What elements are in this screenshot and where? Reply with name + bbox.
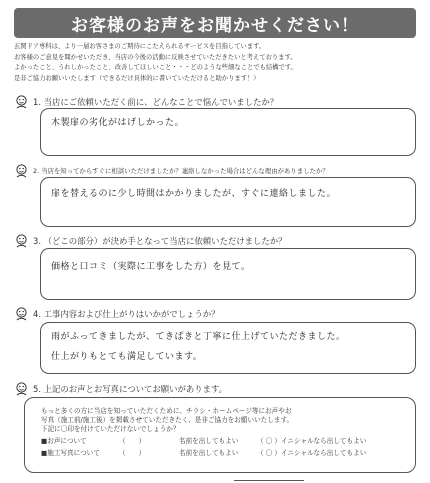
consent-blank: （ ）: [119, 437, 146, 445]
question-text: 1. 当店にご依頼いただく前に、どんなことで悩んでいましたか？: [33, 96, 279, 107]
question-3: [14, 233, 287, 248]
intro-text: [14, 42, 418, 84]
answer-text: 木製扉の劣化がはげしかった。: [51, 118, 185, 128]
consent-blank: （ ）: [119, 449, 146, 457]
consent-intro-line: 写真（施工前/施工後）を掲載させていただきたく、是非ご協力をお願いいたします。: [41, 416, 294, 424]
question-text: 5. 上記のお声とお写真についてお願いがあります。: [33, 383, 228, 394]
question-text: 3. （どこの部分）が決め手となって当店に依頼いただけましたか？: [33, 235, 287, 246]
consent-initial-option: （ 〇 ）イニシャルなら出してもよい: [257, 449, 367, 457]
intro-line: 是非ご協力お願いいたします（できるだけ具体的に書いていただけると助かります！）: [14, 74, 260, 82]
consent-name-option: 名前を出してもよい: [179, 449, 239, 457]
person-thinking-icon: [14, 233, 29, 248]
question-2: [14, 163, 329, 178]
consent-intro-line: もっと多くの方に当店を知っていただくために、チラシ・ホームページ等にお声やお: [41, 407, 292, 415]
intro-line: よかったこと、うれしかったこと、改善してほしいこと・・・どのような些細なことでも結構です。: [14, 64, 297, 72]
answer-box-4: [40, 322, 416, 374]
person-thinking-icon: [14, 163, 29, 178]
question-5: [14, 381, 227, 396]
page-title: お客様のお声をお聞かせください！: [71, 15, 359, 36]
consent-intro-line: 下記に〇印を付けていただけないでしょうか？: [41, 425, 180, 433]
consent-row-voice: [41, 434, 403, 446]
divider-line: [234, 480, 304, 481]
consent-label: ■施工写真について: [41, 449, 100, 457]
question-text: 4. 工事内容および仕上がりはいかがでしょうか？: [33, 308, 220, 319]
consent-name-option: 名前を出してもよい: [179, 437, 239, 445]
intro-line: 玄関ドア専科は、より一層お客さまのご期待にこたえられるサービスを目指しています。: [14, 43, 266, 50]
question-text: 2. 当店を知ってからすぐに相談いただけましたか？連絡しなかった場合はどんな理由がありましたか？: [33, 167, 329, 175]
consent-label: ■お声について: [41, 437, 87, 445]
answer-box-2: [40, 177, 416, 227]
answer-text: 扉を替えるのに少し時間はかかりましたが、すぐに連絡しました。: [51, 189, 337, 199]
question-4: [14, 306, 220, 321]
question-1: [14, 94, 278, 109]
person-thinking-icon: [14, 306, 29, 321]
answer-text: 仕上がりもとても満足しています。: [51, 352, 203, 362]
consent-row-photo: [41, 446, 403, 458]
person-thinking-icon: [14, 94, 29, 109]
answer-box-1: [40, 108, 416, 156]
answer-text: 価格と口コミ（実際に工事をした方）を見て。: [51, 262, 251, 272]
person-thinking-icon: [14, 381, 29, 396]
consent-initial-option: （ 〇 ）イニシャルなら出してもよい: [257, 437, 367, 445]
consent-box: [24, 397, 416, 473]
consent-intro: [41, 407, 403, 434]
answer-text: 雨がふってきましたが、てきぱきと丁寧に仕上げていただきました。: [51, 332, 346, 342]
header-band: [14, 8, 416, 38]
answer-box-3: [40, 248, 416, 300]
intro-line: お客様のご意見を聞かせいただき、当店の今後の活動に反映させていただきたいと考えております。: [14, 53, 297, 61]
